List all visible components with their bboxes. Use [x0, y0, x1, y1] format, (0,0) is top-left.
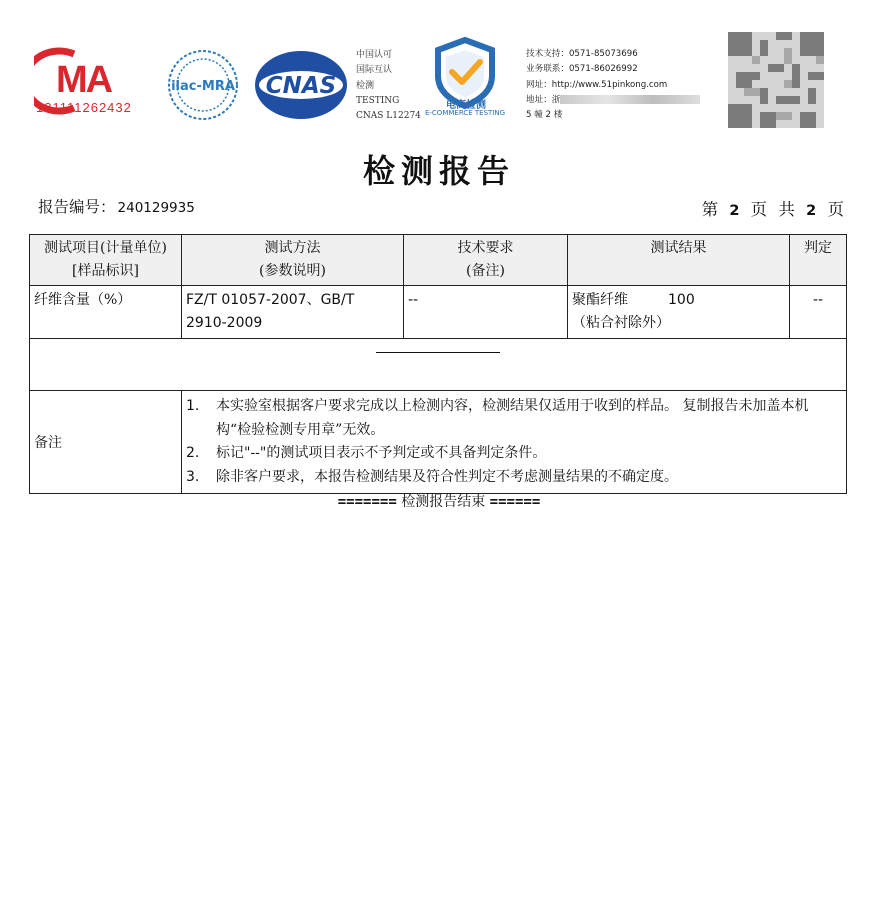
note-text: 本实验室根据客户要求完成以上检测内容，检测结果仅适用于收到的样品。 复制报告未加盖本机构“检验检测专用章”无效。 [216, 398, 809, 438]
page-indicator [702, 196, 844, 220]
cell-requirement: -- [404, 286, 568, 339]
header-line: 测试方法 [264, 240, 321, 256]
header-judgement [790, 235, 847, 286]
qr-code-blurred [728, 32, 824, 128]
header-line: 测试结果 [650, 240, 707, 256]
address-floor: 5 幢 2 楼 [526, 110, 563, 121]
note-number: 3. [186, 468, 200, 485]
ecommerce-logo-en: E-COMMERCE TESTING [424, 109, 506, 117]
tech-support-phone: 技术支持：0571-85073696 [526, 49, 638, 59]
accreditation-line: 国际互认 [356, 65, 393, 76]
result-value: 100 [668, 292, 695, 308]
report-number [38, 195, 195, 217]
website: 网址：http://www.51pinkong.com [526, 79, 668, 90]
table-header-row [30, 235, 847, 286]
address [526, 93, 700, 108]
note-number: 2. [186, 445, 200, 461]
notes-label: 备注 [30, 391, 182, 494]
redacted-address [560, 95, 700, 104]
total-pages: 2 [806, 203, 817, 219]
page-middle: 页 共 [750, 200, 795, 219]
note-item [186, 466, 842, 490]
cell-judgement: -- [790, 286, 847, 339]
header-line: (备注) [466, 263, 505, 279]
notes-content [182, 391, 847, 494]
current-page: 2 [729, 203, 740, 219]
report-title: 检测报告 [362, 152, 515, 190]
contact-info [526, 47, 700, 123]
ilac-logo-text: ilac-MRA [171, 79, 235, 94]
report-end-marker [0, 491, 878, 511]
cma-number: 181111262432 [36, 100, 132, 115]
page-prefix: 第 [701, 200, 719, 219]
cell-test-item: 纤维含量（%） [30, 286, 182, 339]
accreditation-info [356, 48, 421, 124]
note-text: 除非客户要求，本报告检测结果及符合性判定不考虑测量结果的不确定度。 [216, 468, 678, 485]
note-text: 标记"--"的测试项目表示不予判定或不具备判定条件。 [216, 445, 547, 461]
note-item [186, 442, 842, 466]
end-marker-text: 检测报告结束 [396, 494, 490, 510]
header-line: 技术要求 [457, 240, 514, 256]
end-marker-left: ======= [337, 494, 397, 510]
accreditation-line: TESTING [356, 95, 400, 106]
end-marker-right: ====== [489, 494, 541, 510]
blank-divider-line [376, 352, 500, 353]
header-line: (参数说明) [259, 263, 326, 279]
accreditation-line: 中国认可 [356, 50, 393, 60]
cma-logo-text: MA [56, 59, 112, 101]
address-prefix: 地址：浙 [526, 94, 561, 105]
notes-row [30, 391, 847, 494]
header-line: 判定 [804, 240, 832, 256]
accreditation-line: CNAS L12274 [356, 111, 421, 122]
cnas-logo-text: CNAS [265, 73, 337, 99]
result-line [572, 289, 785, 312]
ecommerce-logo-cn: 电商检测 [446, 100, 486, 111]
cell-test-method: FZ/T 01057-2007、GB/T 2910-2009 [182, 286, 404, 339]
report-number-label: 报告编号： [38, 198, 116, 216]
header-test-method [182, 235, 404, 286]
header-line: 测试项目(计量单位) [44, 240, 167, 256]
ilac-mra-logo [163, 49, 243, 121]
cnas-logo [253, 49, 349, 121]
business-phone: 业务联系：0571-86026992 [526, 64, 638, 75]
cell-result [568, 286, 790, 339]
blank-cell [30, 339, 847, 391]
result-note: （粘合衬除外） [572, 315, 670, 331]
header-result [568, 235, 790, 286]
report-number-value: 240129935 [117, 200, 195, 216]
test-results-table [29, 234, 847, 494]
page-suffix: 页 [827, 200, 844, 219]
header-requirement [404, 235, 568, 286]
result-fiber: 聚酯纤维 [572, 292, 628, 308]
header-line: [样品标识] [72, 263, 139, 279]
blank-row [30, 339, 847, 391]
note-item [186, 395, 842, 442]
table-row [30, 286, 847, 339]
note-number: 1. [186, 398, 200, 414]
accreditation-line: 检测 [356, 80, 375, 91]
header-test-item [30, 235, 182, 286]
